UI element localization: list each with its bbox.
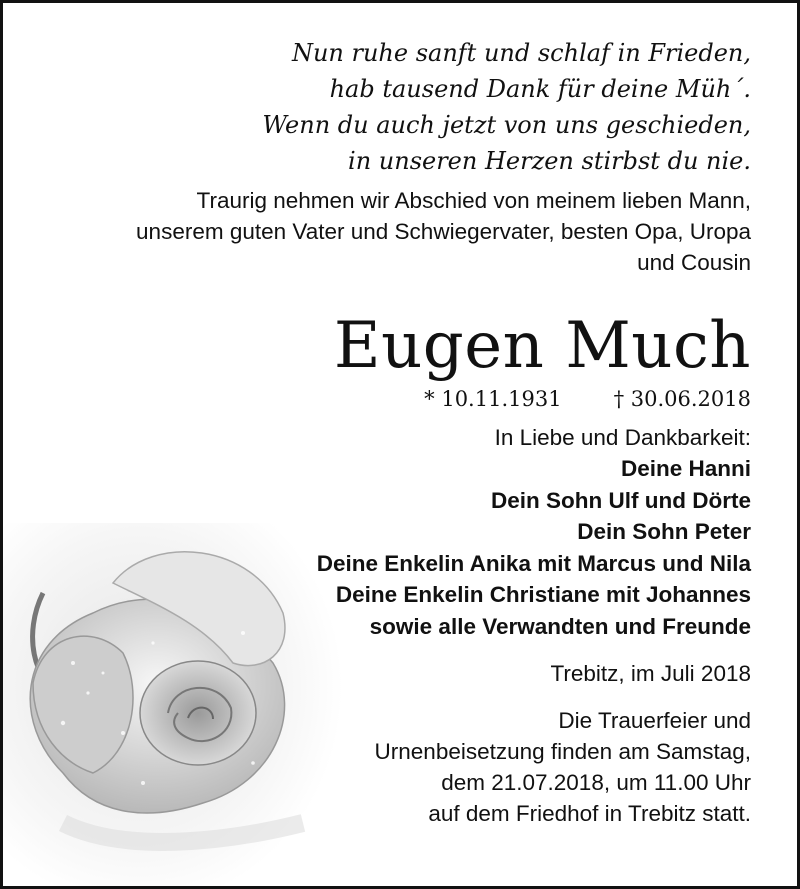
mourner: Deine Enkelin Christiane mit Johannes xyxy=(335,582,751,607)
service-line: dem 21.07.2018, um 11.00 Uhr xyxy=(441,770,751,795)
service-line: Die Trauerfeier und xyxy=(558,708,751,733)
mourner: Dein Sohn Peter xyxy=(577,519,751,544)
mourner: Deine Enkelin Anika mit Marcus und Nila xyxy=(316,550,751,576)
poem-line: Nun ruhe sanft und schlaf in Frieden, xyxy=(291,39,751,67)
intro-text xyxy=(31,185,751,278)
poem xyxy=(31,35,751,179)
thanks-line: In Liebe und Dankbarkeit: xyxy=(494,425,751,450)
mourner: Dein Sohn Ulf und Dörte xyxy=(491,487,751,513)
notice-content xyxy=(31,35,751,829)
deceased-name: Eugen Much xyxy=(333,309,751,383)
poem-line: hab tausend Dank für deine Müh´. xyxy=(329,75,751,103)
mourner: Deine Hanni xyxy=(620,456,751,481)
poem-line: in unseren Herzen stirbst du nie. xyxy=(348,147,751,175)
place-date: Trebitz, im Juli 2018 xyxy=(550,661,751,686)
service-line: auf dem Friedhof in Trebitz statt. xyxy=(428,801,751,826)
intro-line: Traurig nehmen wir Abschied von meinem lieben Mann, xyxy=(196,188,751,213)
death-date: † 30.06.2018 xyxy=(613,387,751,411)
service-line: Urnenbeisetzung finden am Samstag, xyxy=(374,739,751,764)
life-dates xyxy=(31,384,751,414)
birth-date: * 10.11.1931 xyxy=(424,387,562,411)
intro-line: und Cousin xyxy=(637,250,751,275)
mourners-list xyxy=(31,453,751,642)
mourner: sowie alle Verwandten und Freunde xyxy=(369,613,751,639)
intro-line: unserem guten Vater und Schwiegervater, besten Opa, Uropa xyxy=(136,219,751,244)
funeral-service-info xyxy=(31,705,751,829)
poem-line: Wenn du auch jetzt von uns geschieden, xyxy=(262,111,751,139)
